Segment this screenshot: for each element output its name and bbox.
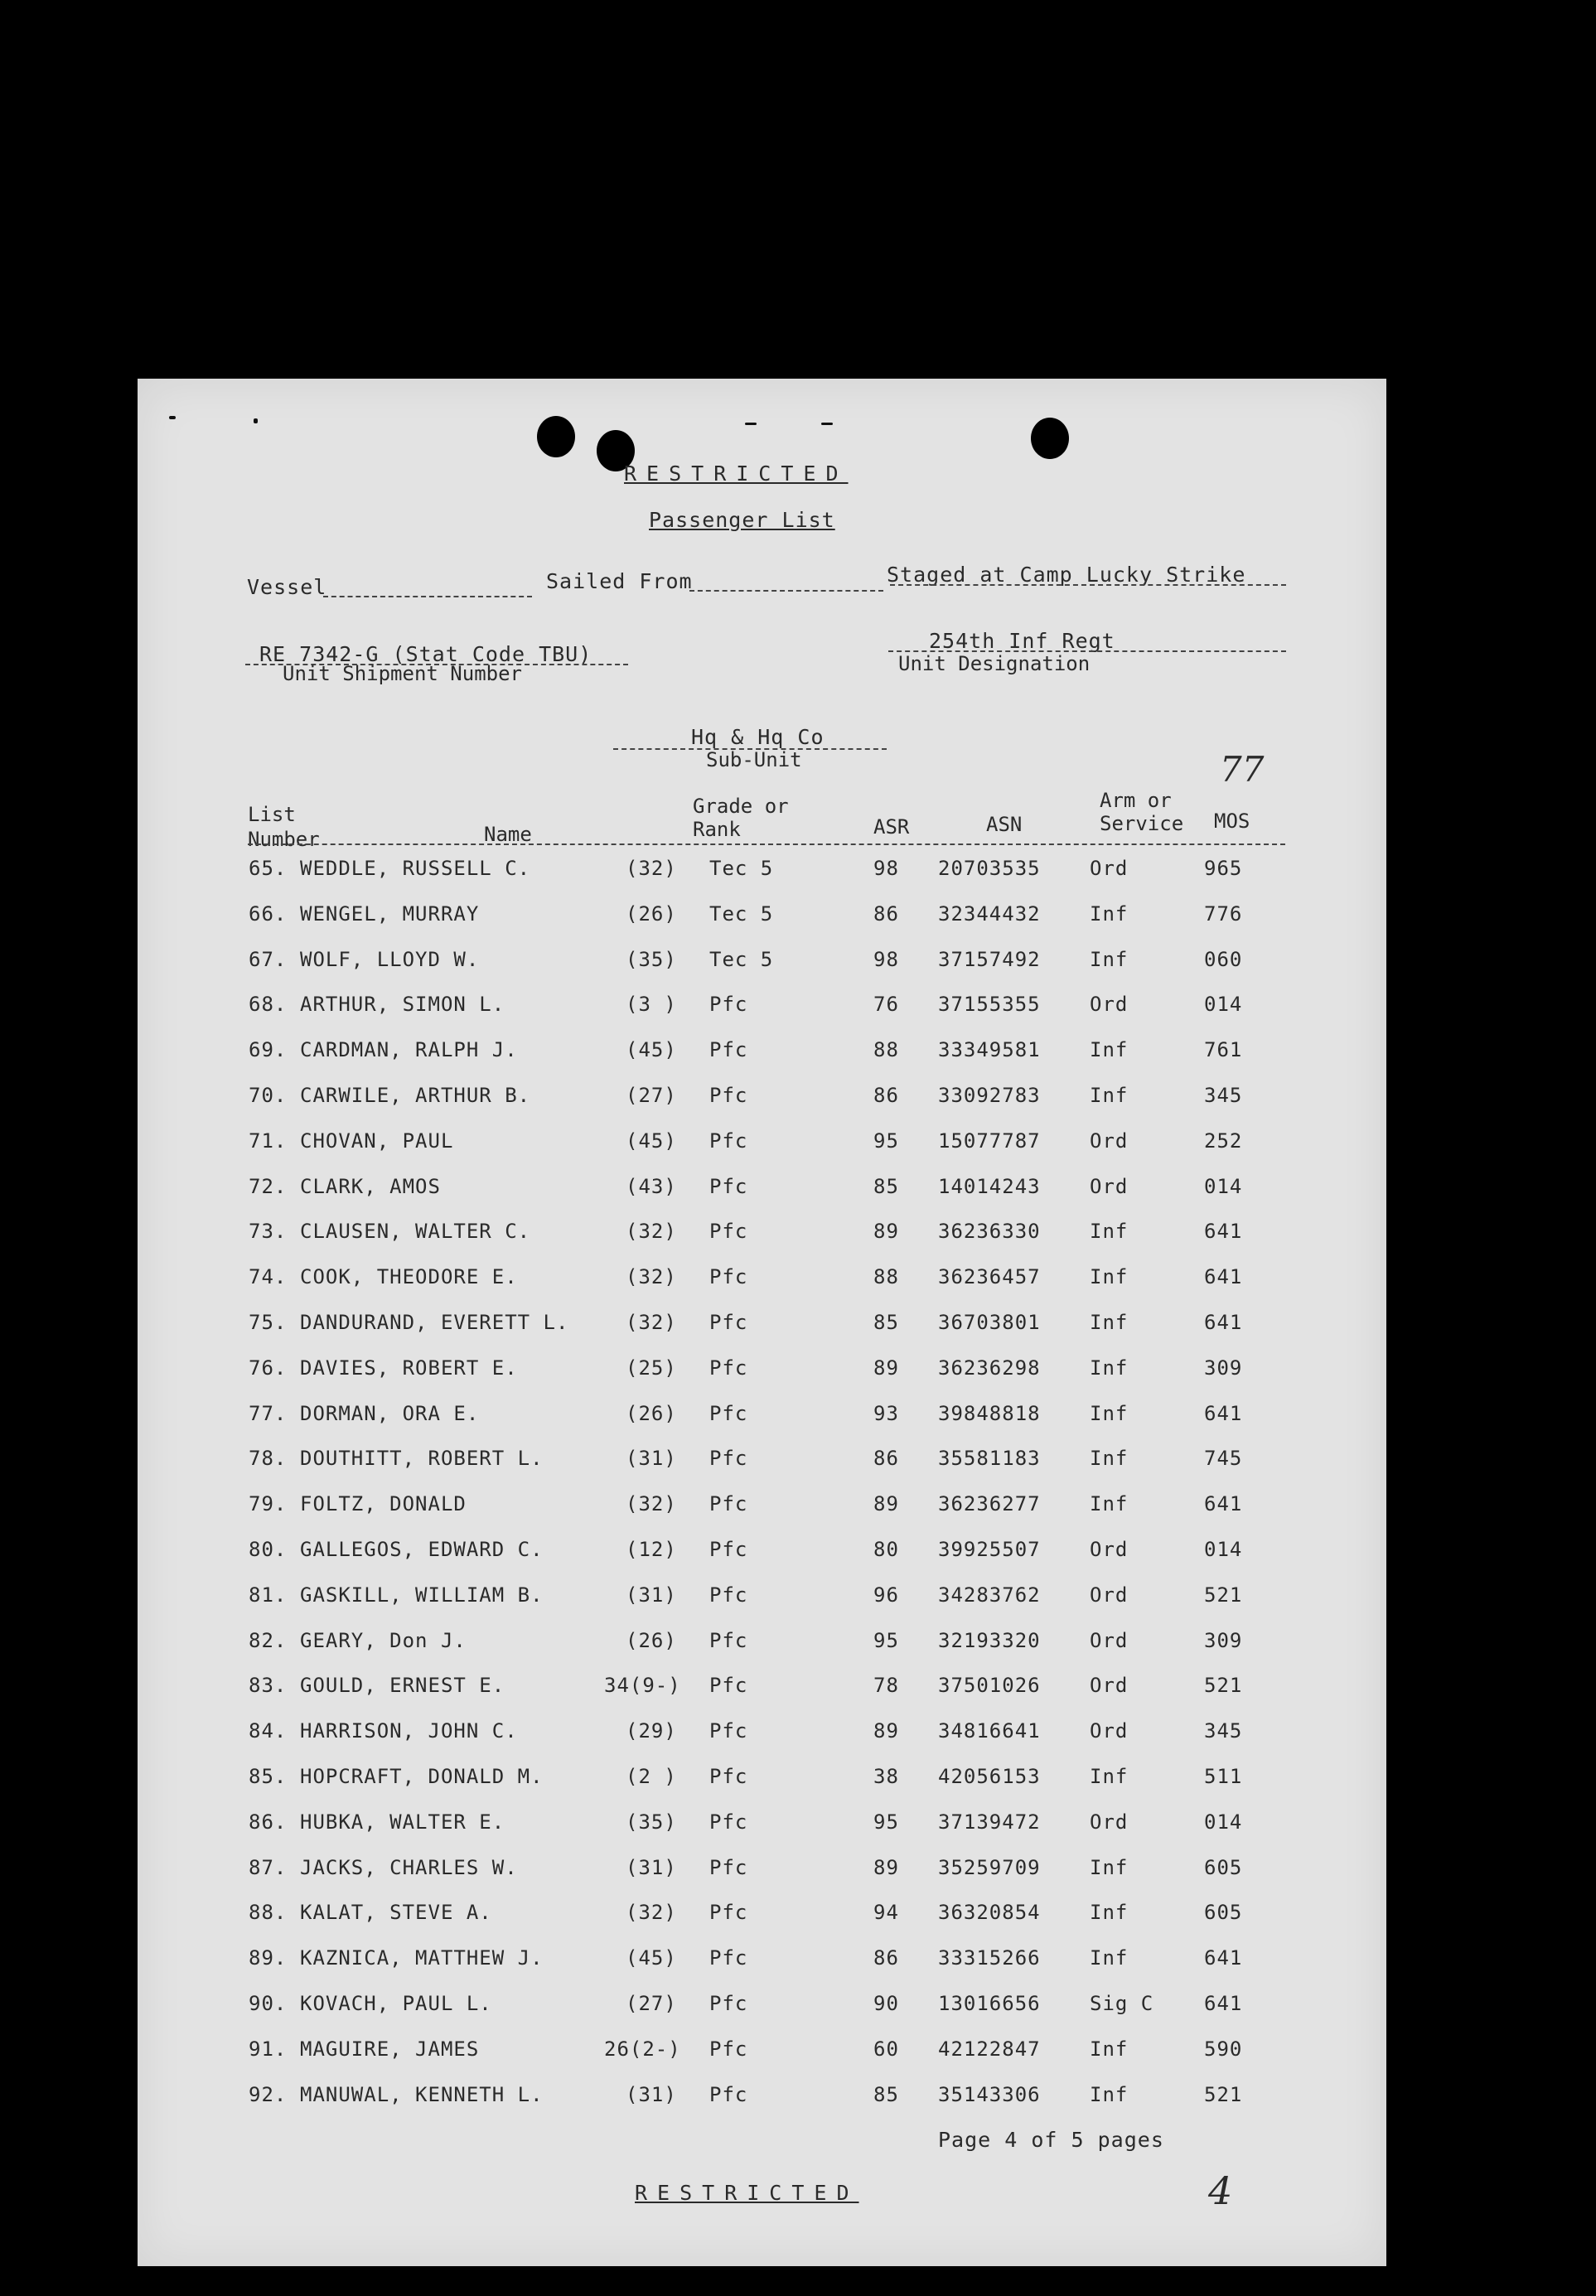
cell-arm: Inf [1090, 2037, 1129, 2061]
cell-mos: 641 [1204, 1992, 1243, 2015]
cell-asr: 89 [873, 1220, 899, 1244]
cell-arm: Inf [1090, 1038, 1129, 1062]
cell-asr: 88 [873, 1038, 899, 1062]
cell-mos: 605 [1204, 1901, 1243, 1925]
cell-grade: Pfc [709, 1265, 748, 1289]
cell-grade: Tec 5 [709, 901, 774, 926]
cell-grade: Pfc [709, 1038, 748, 1062]
cell-asr: 89 [873, 1492, 899, 1516]
cell-name: MAGUIRE, JAMES [300, 2037, 480, 2061]
cell-grade: Pfc [709, 1946, 748, 1970]
cell-num: 76. [249, 1356, 288, 1380]
cell-name: KOVACH, PAUL L. [300, 1992, 492, 2015]
table-row [138, 1447, 1386, 1480]
cell-num: 71. [249, 1129, 288, 1153]
punch-hole [537, 416, 575, 457]
cell-asn: 33092783 [938, 1084, 1041, 1107]
cell-asr: 78 [873, 1674, 899, 1698]
staged-at-line [890, 584, 1286, 586]
table-row [138, 1629, 1386, 1662]
classification-top: RESTRICTED [624, 462, 849, 486]
column-grade: Grade or Rank [693, 795, 789, 841]
cell-num: 66. [249, 901, 288, 926]
cell-asr: 86 [873, 1447, 899, 1471]
cell-age: (32) [626, 1220, 677, 1244]
table-row [138, 1583, 1386, 1617]
cell-asn: 35581183 [938, 1447, 1041, 1471]
cell-arm: Inf [1090, 1492, 1129, 1516]
cell-mos: 521 [1204, 2082, 1243, 2106]
table-row [138, 902, 1386, 935]
cell-num: 85. [249, 1765, 288, 1788]
cell-num: 83. [249, 1674, 288, 1698]
cell-num: 89. [249, 1946, 288, 1970]
cell-num: 77. [249, 1401, 288, 1425]
cell-arm: Inf [1090, 1356, 1129, 1380]
cell-mos: 641 [1204, 1946, 1243, 1970]
cell-asn: 36236277 [938, 1492, 1041, 1516]
cell-asr: 76 [873, 993, 899, 1017]
cell-grade: Pfc [709, 1356, 748, 1380]
cell-asn: 36236457 [938, 1265, 1041, 1289]
table-row [138, 1901, 1386, 1934]
cell-grade: Pfc [709, 1538, 748, 1561]
cell-mos: 309 [1204, 1356, 1243, 1380]
cell-mos: 014 [1204, 1810, 1243, 1834]
cell-name: CLAUSEN, WALTER C. [300, 1220, 531, 1244]
cell-name: KAZNICA, MATTHEW J. [300, 1946, 544, 1970]
cell-arm: Ord [1090, 1810, 1129, 1834]
unit-designation-label: Unit Designation [898, 652, 1091, 675]
cell-grade: Pfc [709, 1174, 748, 1198]
cell-mos: 014 [1204, 993, 1243, 1017]
cell-mos: 252 [1204, 1129, 1243, 1153]
cell-asn: 36236298 [938, 1356, 1041, 1380]
cell-grade: Pfc [709, 1810, 748, 1834]
cell-asr: 89 [873, 1719, 899, 1743]
table-row [138, 1946, 1386, 1979]
cell-arm: Inf [1090, 1946, 1129, 1970]
cell-num: 78. [249, 1447, 288, 1471]
cell-age: (31) [626, 2082, 677, 2106]
cell-arm: Inf [1090, 947, 1129, 971]
cell-asr: 98 [873, 947, 899, 971]
cell-grade: Tec 5 [709, 857, 774, 880]
cell-name: DANDURAND, EVERETT L. [300, 1311, 569, 1334]
cell-asn: 37157492 [938, 947, 1041, 971]
table-row [138, 1538, 1386, 1571]
cell-mos: 309 [1204, 1628, 1243, 1652]
cell-num: 84. [249, 1719, 288, 1743]
cell-age: (31) [626, 1583, 677, 1607]
cell-arm: Inf [1090, 1855, 1129, 1879]
cell-mos: 641 [1204, 1492, 1243, 1516]
cell-mos: 590 [1204, 2037, 1243, 2061]
cell-num: 68. [249, 993, 288, 1017]
cell-name: GASKILL, WILLIAM B. [300, 1583, 544, 1607]
cell-asr: 86 [873, 1084, 899, 1107]
cell-asr: 85 [873, 2082, 899, 2106]
cell-name: WOLF, LLOYD W. [300, 947, 480, 971]
speck-mark [821, 423, 833, 425]
cell-asn: 42122847 [938, 2037, 1041, 2061]
cell-asr: 86 [873, 901, 899, 926]
cell-mos: 014 [1204, 1174, 1243, 1198]
sailed-from-label: Sailed From [546, 569, 693, 593]
cell-asr: 38 [873, 1765, 899, 1788]
cell-age: (3 ) [626, 993, 677, 1017]
table-row [138, 1810, 1386, 1844]
cell-num: 73. [249, 1220, 288, 1244]
cell-asr: 95 [873, 1810, 899, 1834]
sub-unit-label: Sub-Unit [706, 748, 802, 771]
cell-mos: 641 [1204, 1220, 1243, 1244]
cell-num: 88. [249, 1901, 288, 1925]
cell-asn: 37501026 [938, 1674, 1041, 1698]
table-row [138, 1674, 1386, 1707]
unit-shipment-number: RE 7342-G (Stat Code TBU) [259, 642, 592, 666]
cell-mos: 965 [1204, 857, 1243, 880]
handwritten-page-number: 4 [1208, 2168, 1233, 2213]
cell-grade: Pfc [709, 1992, 748, 2015]
cell-asn: 33315266 [938, 1946, 1041, 1970]
punch-hole [1031, 418, 1069, 459]
cell-mos: 605 [1204, 1855, 1243, 1879]
cell-name: WEDDLE, RUSSELL C. [300, 857, 531, 880]
cell-num: 75. [249, 1311, 288, 1334]
sub-unit: Hq & Hq Co [691, 725, 825, 749]
cell-asr: 95 [873, 1628, 899, 1652]
cell-asn: 36236330 [938, 1220, 1041, 1244]
cell-mos: 641 [1204, 1401, 1243, 1425]
cell-asn: 15077787 [938, 1129, 1041, 1153]
cell-asr: 96 [873, 1583, 899, 1607]
cell-age: (26) [626, 901, 677, 926]
cell-age: 26(2-) [604, 2037, 681, 2061]
cell-asn: 32193320 [938, 1628, 1041, 1652]
cell-num: 86. [249, 1810, 288, 1834]
cell-num: 80. [249, 1538, 288, 1561]
cell-arm: Inf [1090, 2082, 1129, 2106]
cell-arm: Inf [1090, 1447, 1129, 1471]
cell-asn: 34816641 [938, 1719, 1041, 1743]
cell-asn: 34283762 [938, 1583, 1041, 1607]
cell-mos: 641 [1204, 1311, 1243, 1334]
cell-arm: Inf [1090, 1265, 1129, 1289]
cell-name: HARRISON, JOHN C. [300, 1719, 518, 1743]
table-row [138, 1856, 1386, 1889]
cell-mos: 521 [1204, 1583, 1243, 1607]
cell-age: (45) [626, 1038, 677, 1062]
cell-num: 87. [249, 1855, 288, 1879]
cell-asn: 37139472 [938, 1810, 1041, 1834]
cell-arm: Inf [1090, 1084, 1129, 1107]
cell-arm: Ord [1090, 857, 1129, 880]
cell-mos: 776 [1204, 901, 1243, 926]
column-header-rule [248, 843, 1285, 845]
cell-name: DOUTHITT, ROBERT L. [300, 1447, 544, 1471]
cell-arm: Ord [1090, 1538, 1129, 1561]
vessel-blank [323, 596, 532, 597]
cell-asr: 93 [873, 1401, 899, 1425]
cell-asr: 85 [873, 1311, 899, 1334]
cell-name: FOLTZ, DONALD [300, 1492, 467, 1516]
cell-asr: 60 [873, 2037, 899, 2061]
cell-arm: Ord [1090, 1583, 1129, 1607]
cell-num: 67. [249, 947, 288, 971]
cell-asn: 14014243 [938, 1174, 1041, 1198]
cell-age: (31) [626, 1855, 677, 1879]
cell-age: (12) [626, 1538, 677, 1561]
table-row [138, 1220, 1386, 1253]
cell-age: (31) [626, 1447, 677, 1471]
cell-name: COOK, THEODORE E. [300, 1265, 518, 1289]
table-row [138, 993, 1386, 1026]
cell-num: 74. [249, 1265, 288, 1289]
cell-asr: 89 [873, 1356, 899, 1380]
unit-designation: 254th Inf Regt [929, 629, 1115, 653]
cell-name: CARDMAN, RALPH J. [300, 1038, 518, 1062]
cell-name: JACKS, CHARLES W. [300, 1855, 518, 1879]
cell-age: (26) [626, 1401, 677, 1425]
cell-grade: Pfc [709, 993, 748, 1017]
cell-asn: 20703535 [938, 857, 1041, 880]
cell-asr: 98 [873, 857, 899, 880]
speck-mark [169, 416, 176, 419]
table-row [138, 1492, 1386, 1525]
cell-asn: 33349581 [938, 1038, 1041, 1062]
cell-age: (45) [626, 1129, 677, 1153]
cell-num: 72. [249, 1174, 288, 1198]
cell-mos: 511 [1204, 1765, 1243, 1788]
cell-age: (43) [626, 1174, 677, 1198]
cell-name: HOPCRAFT, DONALD M. [300, 1765, 544, 1788]
cell-asn: 37155355 [938, 993, 1041, 1017]
cell-mos: 761 [1204, 1038, 1243, 1062]
cell-num: 92. [249, 2082, 288, 2106]
column-asr: ASR [873, 815, 910, 839]
cell-grade: Pfc [709, 1719, 748, 1743]
cell-grade: Pfc [709, 1447, 748, 1471]
cell-asn: 32344432 [938, 901, 1041, 926]
column-mos: MOS [1214, 810, 1250, 833]
cell-age: (27) [626, 1992, 677, 2015]
table-row [138, 948, 1386, 981]
staged-at: Staged at Camp Lucky Strike [887, 563, 1246, 587]
cell-name: CARWILE, ARTHUR B. [300, 1084, 531, 1107]
cell-name: GEARY, Don J. [300, 1628, 467, 1652]
cell-grade: Pfc [709, 1855, 748, 1879]
cell-num: 81. [249, 1583, 288, 1607]
column-arm: Arm or Service [1100, 789, 1184, 835]
cell-age: (29) [626, 1719, 677, 1743]
cell-grade: Pfc [709, 1311, 748, 1334]
cell-asr: 86 [873, 1946, 899, 1970]
cell-asr: 80 [873, 1538, 899, 1561]
cell-age: (35) [626, 947, 677, 971]
cell-name: WENGEL, MURRAY [300, 901, 480, 926]
cell-age: (32) [626, 1311, 677, 1334]
cell-name: MANUWAL, KENNETH L. [300, 2082, 544, 2106]
sailed-from-blank [689, 590, 883, 592]
table-row [138, 1402, 1386, 1435]
cell-mos: 641 [1204, 1265, 1243, 1289]
column-asn: ASN [986, 813, 1023, 836]
cell-age: (25) [626, 1356, 677, 1380]
cell-arm: Ord [1090, 1674, 1129, 1698]
table-row [138, 2083, 1386, 2116]
cell-name: GOULD, ERNEST E. [300, 1674, 505, 1698]
cell-asr: 89 [873, 1855, 899, 1879]
table-row [138, 1992, 1386, 2025]
cell-age: (32) [626, 1901, 677, 1925]
cell-arm: Ord [1090, 993, 1129, 1017]
cell-arm: Inf [1090, 1311, 1129, 1334]
table-row [138, 1084, 1386, 1117]
table-row [138, 1175, 1386, 1208]
cell-asr: 85 [873, 1174, 899, 1198]
cell-age: (32) [626, 1492, 677, 1516]
cell-name: KALAT, STEVE A. [300, 1901, 492, 1925]
cell-arm: Ord [1090, 1628, 1129, 1652]
cell-arm: Inf [1090, 1765, 1129, 1788]
table-row [138, 1765, 1386, 1798]
cell-asn: 35143306 [938, 2082, 1041, 2106]
cell-mos: 521 [1204, 1674, 1243, 1698]
cell-asr: 90 [873, 1992, 899, 2015]
classification-bottom: RESTRICTED [635, 2181, 859, 2205]
page-info: Page 4 of 5 pages [938, 2128, 1164, 2152]
speck-mark [254, 418, 258, 423]
cell-asn: 35259709 [938, 1855, 1041, 1879]
table-row [138, 1129, 1386, 1163]
cell-asr: 95 [873, 1129, 899, 1153]
cell-mos: 060 [1204, 947, 1243, 971]
cell-age: (35) [626, 1810, 677, 1834]
cell-name: DORMAN, ORA E. [300, 1401, 480, 1425]
table-row [138, 1356, 1386, 1390]
cell-name: ARTHUR, SIMON L. [300, 993, 505, 1017]
cell-num: 79. [249, 1492, 288, 1516]
cell-name: GALLEGOS, EDWARD C. [300, 1538, 544, 1561]
cell-age: (32) [626, 857, 677, 880]
cell-arm: Ord [1090, 1129, 1129, 1153]
handwritten-count: 77 [1220, 749, 1265, 790]
cell-asr: 88 [873, 1265, 899, 1289]
cell-asn: 36320854 [938, 1901, 1041, 1925]
cell-num: 90. [249, 1992, 288, 2015]
cell-grade: Pfc [709, 1628, 748, 1652]
cell-grade: Pfc [709, 1401, 748, 1425]
cell-grade: Pfc [709, 1129, 748, 1153]
cell-asn: 39925507 [938, 1538, 1041, 1561]
cell-mos: 345 [1204, 1084, 1243, 1107]
table-row [138, 2037, 1386, 2071]
cell-asr: 94 [873, 1901, 899, 1925]
cell-arm: Inf [1090, 1220, 1129, 1244]
column-name: Name [484, 823, 532, 846]
cell-grade: Pfc [709, 1084, 748, 1107]
cell-name: CLARK, AMOS [300, 1174, 441, 1198]
cell-arm: Ord [1090, 1719, 1129, 1743]
cell-grade: Pfc [709, 2037, 748, 2061]
cell-mos: 345 [1204, 1719, 1243, 1743]
document-title: Passenger List [649, 508, 835, 532]
cell-name: HUBKA, WALTER E. [300, 1810, 505, 1834]
speck-mark [745, 423, 757, 425]
cell-asn: 42056153 [938, 1765, 1041, 1788]
cell-name: CHOVAN, PAUL [300, 1129, 454, 1153]
cell-num: 91. [249, 2037, 288, 2061]
cell-grade: Pfc [709, 1901, 748, 1925]
cell-asn: 13016656 [938, 1992, 1041, 2015]
cell-age: 34(9-) [604, 1674, 681, 1698]
cell-grade: Pfc [709, 1492, 748, 1516]
cell-asn: 39848818 [938, 1401, 1041, 1425]
cell-arm: Sig C [1090, 1992, 1154, 2015]
cell-arm: Inf [1090, 1901, 1129, 1925]
column-list-number: List Number [248, 803, 320, 851]
cell-num: 70. [249, 1084, 288, 1107]
cell-mos: 745 [1204, 1447, 1243, 1471]
cell-age: (26) [626, 1628, 677, 1652]
cell-mos: 014 [1204, 1538, 1243, 1561]
cell-asn: 36703801 [938, 1311, 1041, 1334]
cell-grade: Pfc [709, 1220, 748, 1244]
table-row [138, 1265, 1386, 1298]
table-row [138, 857, 1386, 890]
vessel-label: Vessel [247, 575, 327, 599]
cell-age: (45) [626, 1946, 677, 1970]
cell-arm: Inf [1090, 1401, 1129, 1425]
cell-grade: Pfc [709, 2082, 748, 2106]
cell-arm: Inf [1090, 901, 1129, 926]
table-row [138, 1311, 1386, 1344]
unit-shipment-label: Unit Shipment Number [283, 662, 522, 685]
table-row [138, 1038, 1386, 1071]
cell-grade: Pfc [709, 1765, 748, 1788]
cell-age: (27) [626, 1084, 677, 1107]
cell-age: (2 ) [626, 1765, 677, 1788]
cell-name: DAVIES, ROBERT E. [300, 1356, 518, 1380]
cell-age: (32) [626, 1265, 677, 1289]
cell-grade: Tec 5 [709, 947, 774, 971]
table-row [138, 1719, 1386, 1752]
cell-grade: Pfc [709, 1583, 748, 1607]
cell-num: 82. [249, 1628, 288, 1652]
cell-num: 65. [249, 857, 288, 880]
cell-arm: Ord [1090, 1174, 1129, 1198]
cell-grade: Pfc [709, 1674, 748, 1698]
cell-num: 69. [249, 1038, 288, 1062]
document-page [138, 379, 1386, 2266]
